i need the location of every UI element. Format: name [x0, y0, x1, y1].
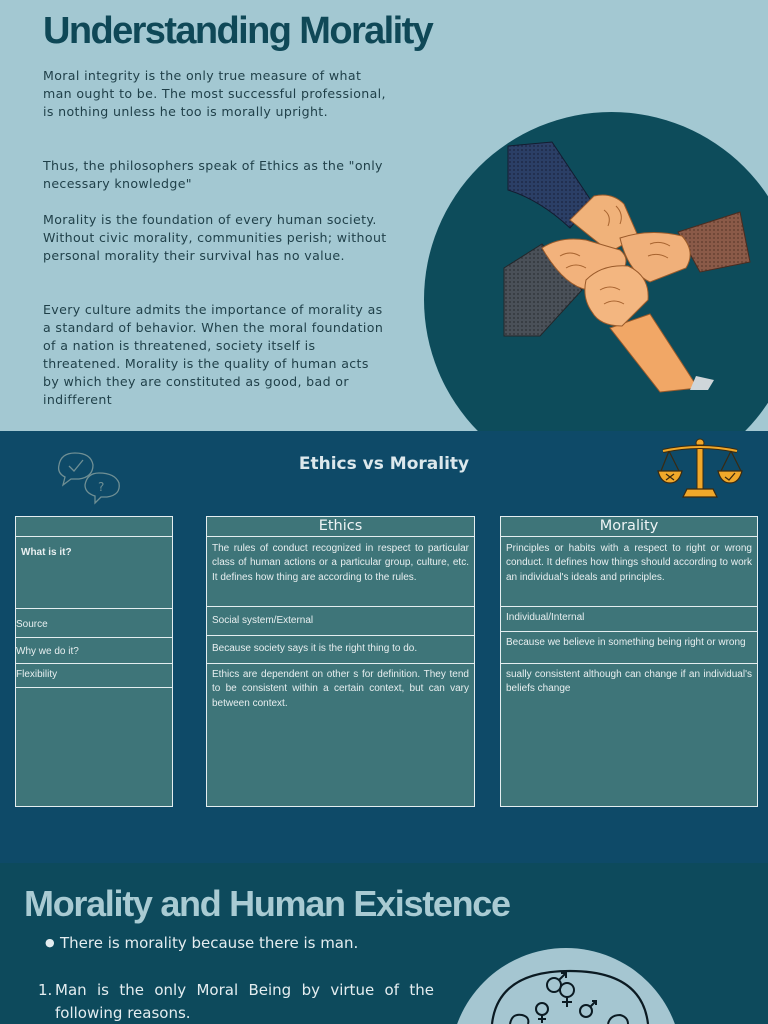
cell-text: sually consistent although can change if an individual's beliefs change	[506, 669, 752, 695]
section-title: Understanding Morality	[43, 10, 433, 52]
row-labels-column	[15, 516, 173, 807]
morality-human-existence-section	[0, 863, 768, 1024]
morality-definition-cell	[501, 537, 757, 607]
ethics-why-cell	[207, 636, 474, 664]
morality-column	[500, 516, 758, 807]
paragraph: Moral integrity is the only true measure of what man ought to be. The most successful professional, is nothing unless he too is morally upright.	[43, 68, 386, 119]
column-header-empty	[16, 517, 172, 537]
balance-scale-icon	[655, 435, 745, 503]
comparison-heading: Ethics vs Morality	[298, 454, 470, 474]
row-label: Flexibility	[16, 669, 58, 680]
item-text: Man is the only Moral Being by virtue of the following reasons.	[55, 981, 434, 1022]
ethics-flexibility-cell	[207, 664, 474, 764]
row-label-cell	[16, 638, 172, 664]
cell-text: Individual/Internal	[506, 612, 585, 623]
paragraph: Thus, the philosophers speak of Ethics as the "only necessary knowledge"	[43, 158, 383, 191]
gender-symbols-icon	[490, 965, 650, 1024]
cell-text: Principles or habits with a respect to right or wrong conduct. It defines how things should according to work an individual's ideals and principles.	[506, 543, 752, 583]
row-label: What is it?	[21, 547, 72, 558]
joined-hands-image	[500, 140, 755, 395]
numbered-item	[38, 979, 434, 1024]
morality-header: Morality	[501, 517, 757, 537]
morality-why-cell	[501, 632, 757, 664]
ethics-column	[206, 516, 475, 807]
svg-text:?: ?	[98, 480, 105, 494]
morality-flexibility-cell	[501, 664, 757, 764]
section-title: Morality and Human Existence	[24, 883, 510, 924]
bullet-text: There is morality because there is man.	[60, 934, 359, 952]
row-label-cell	[16, 537, 172, 609]
paragraph: Morality is the foundation of every human society. Without civic morality, communities perish; without personal morality their survival has no value.	[43, 212, 387, 263]
row-label: Source	[16, 619, 48, 630]
cell-text: Because we believe in something being right or wrong	[506, 637, 746, 648]
paragraph: Every culture admits the importance of morality as a standard of behavior. When the moral foundation of a nation is threatened, society itself is threatened. Morality is the quality of human acts by which they are constituted as good, bad or indifferent	[43, 302, 384, 407]
morality-source-cell	[501, 607, 757, 632]
cell-text: Because society says it is the right thing to do.	[212, 643, 418, 654]
understanding-morality-section	[0, 0, 768, 431]
row-label-cell	[16, 609, 172, 638]
cell-text: Social system/External	[212, 615, 314, 626]
bullet-dot-icon: ●	[45, 936, 55, 949]
cell-text: Ethics are dependent on other s for definition. They tend to be consistent within a certain context, but can vary between context.	[212, 669, 469, 709]
row-label-cell	[16, 664, 172, 688]
item-number: 1.	[38, 981, 53, 999]
cell-text: The rules of conduct recognized in respect to particular class of human actions or a particular group, culture, etc. It defines how thing are according to the rules.	[212, 543, 469, 583]
bullet-item	[45, 934, 358, 952]
row-label: Why we do it?	[16, 646, 79, 657]
ethics-source-cell	[207, 607, 474, 636]
ethics-vs-morality-section	[0, 431, 768, 863]
ethics-definition-cell	[207, 537, 474, 607]
ethics-header: Ethics	[207, 517, 474, 537]
